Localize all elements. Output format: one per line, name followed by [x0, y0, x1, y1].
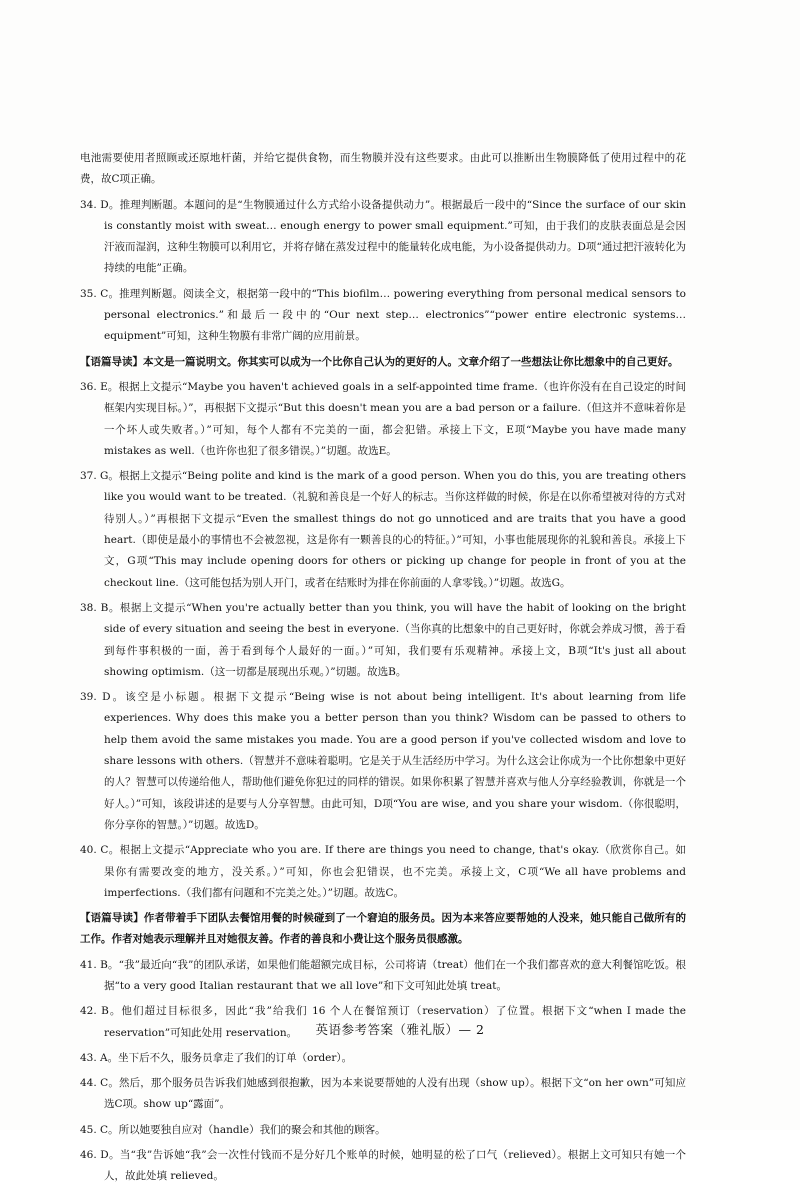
answer-40: 40. C。根据上文提示“Appreciate who you are. If there are things you need to change, that's okay.（欣赏你自己。如果你有需要改变的地方，没关系。）”可知，你也会犯错误，也不完美。承接上文，C项“We all have problems and imperfections.（我们都有问题和不完美之处。）”切题。故选C。: [80, 844, 686, 899]
answer-43: 43. A。坐下后不久，服务员拿走了我们的订单（order）。: [80, 1051, 353, 1064]
passage-guide-2: 【语篇导读】作者带着手下团队去餐馆用餐的时候碰到了一个窘迫的服务员。因为本来答应要帮她的人没来，她只能自己做所有的工作。作者对她表示理解并且对她很友善。作者的善良和小费让这个服务员很感激。: [80, 912, 686, 946]
answer-39: 39. D。该空是小标题。根据下文提示“Being wise is not about being intelligent. It's about learning from life experiences. Why does this make you a better person than you think? Wisdom can be passed to others to help them avoid the same mistakes you made. You are a good person if you've collected wisdom and love to share lessons with others.（智慧并不意味着聪明。它是关于从生活经历中学习。为什么这会让你成为一个比你想象中更好的人？智慧可以传递给他人，帮助他们避免你犯过的同样的错误。如果你积累了智慧并喜欢与他人分享经验教训，你就是一个好人。）”可知，该段讲述的是要与人分享智慧。由此可知，D项“You are wise, and you share your wisdom.（你很聪明，你分享你的智慧。）”切题。故选D。: [80, 691, 686, 831]
answer-44: 44. C。然后，那个服务员告诉我们她感到很抱歉，因为本来说要帮她的人没有出现（show up）。根据下文“on her own”可知应选C项。show up“露面”。: [80, 1077, 686, 1111]
answer-42: 42. B。他们超过目标很多，因此“我”给我们 16 个人在餐馆预订（reservation）了位置。根据下文“when I made the reservation”可知此处用 reservation。: [80, 1005, 686, 1039]
answer-35: 35. C。推理判断题。阅读全文，根据第一段中的“This biofilm… powering everything from personal medical sensors to personal electronics.”和最后一段中的“Our next step… electronics”“power entire electronic systems… equipment”可知，这种生物膜有非常广阔的应用前景。: [80, 287, 686, 343]
paragraph-33-continuation: 电池需要使用者照顾或还原地杆菌，并给它提供食物，而生物膜并没有这些要求。由此可以推断出生物膜降低了使用过程中的花费，故C项正确。: [80, 152, 686, 186]
answer-34: 34. D。推理判断题。本题问的是“生物膜通过什么方式给小设备提供动力”。根据最后一段中的“Since the surface of our skin is constantly moist with sweat… enough energy to power small equipment.”可知，由于我们的皮肤表面总是会因汗液而湿润，这种生物膜可以利用它，并将存储在蒸发过程中的能量转化成电能，为小设备提供动力。D项“通过把汗液转化为持续的电能”正确。: [80, 198, 686, 275]
answer-46: 46. D。当“我”告诉她“我”会一次性付钱而不是分好几个账单的时候，她明显的松了口气（relieved）。根据上文可知只有她一个人，故此处填 relieved。: [80, 1149, 686, 1183]
answer-36: 36. E。根据上文提示“Maybe you haven't achieved goals in a self-appointed time frame.（也许你没有在自己设定的时间框架内实现目标。）”，再根据下文提示“But this doesn't mean you are a bad person or a failure.（但这并不意味着你是一个坏人或失败者。）”可知，每个人都有不完美的一面，都会犯错。承接上下文，E项“Maybe you have made many mistakes as well.（也许你也犯了很多错误。）”切题。故选E。: [80, 380, 686, 457]
answer-45: 45. C。所以她要独自应对（handle）我们的聚会和其他的顾客。: [80, 1123, 386, 1136]
answer-38: 38. B。根据上文提示“When you're actually better than you think, you will have the habit of looking on the bright side of every situation and seeing the best in everyone.（当你真的比想象中的自己更好时，你就会养成习惯，善于看到每件事积极的一面，善于看到每个人最好的一面。）”可知，我们要有乐观精神。承接上文，B项“It's just all about showing optimism.（这一切都是展现出乐观。）”切题。故选B。: [80, 601, 686, 678]
answer-37: 37. G。根据上文提示“Being polite and kind is the mark of a good person. When you do this, you are treating others like you would want to be treated.（礼貌和善良是一个好人的标志。当你这样做的时候，你是在以你希望被对待的方式对待别人。）”再根据下文提示“Even the smallest things do not go unnoticed and are traits that you have a good heart.（即使是最小的事情也不会被忽视，这是你有一颗善良的心的特征。）”可知，小事也能展现你的礼貌和善良。承接上下文，G项“This may include opening doors for others or picking up change for people in front of you at the checkout line.（这可能包括为别人开门，或者在结账时为排在你前面的人拿零钱。）”切题。故选G。: [80, 470, 687, 589]
page-footer: 英语参考答案（雅礼版）— 2: [315, 1022, 485, 1037]
passage-guide-1: 【语篇导读】本文是一篇说明文。你其实可以成为一个比你自己认为的更好的人。文章介绍了一些想法让你比想象中的自己更好。: [80, 355, 679, 368]
answer-41: 41. B。“我”最近向“我”的团队承诺，如果他们能超额完成目标，公司将请（treat）他们在一个我们都喜欢的意大利餐馆吃饭。根据“to a very good Italian restaurant that we all love”和下文可知此处填 treat。: [80, 958, 686, 992]
